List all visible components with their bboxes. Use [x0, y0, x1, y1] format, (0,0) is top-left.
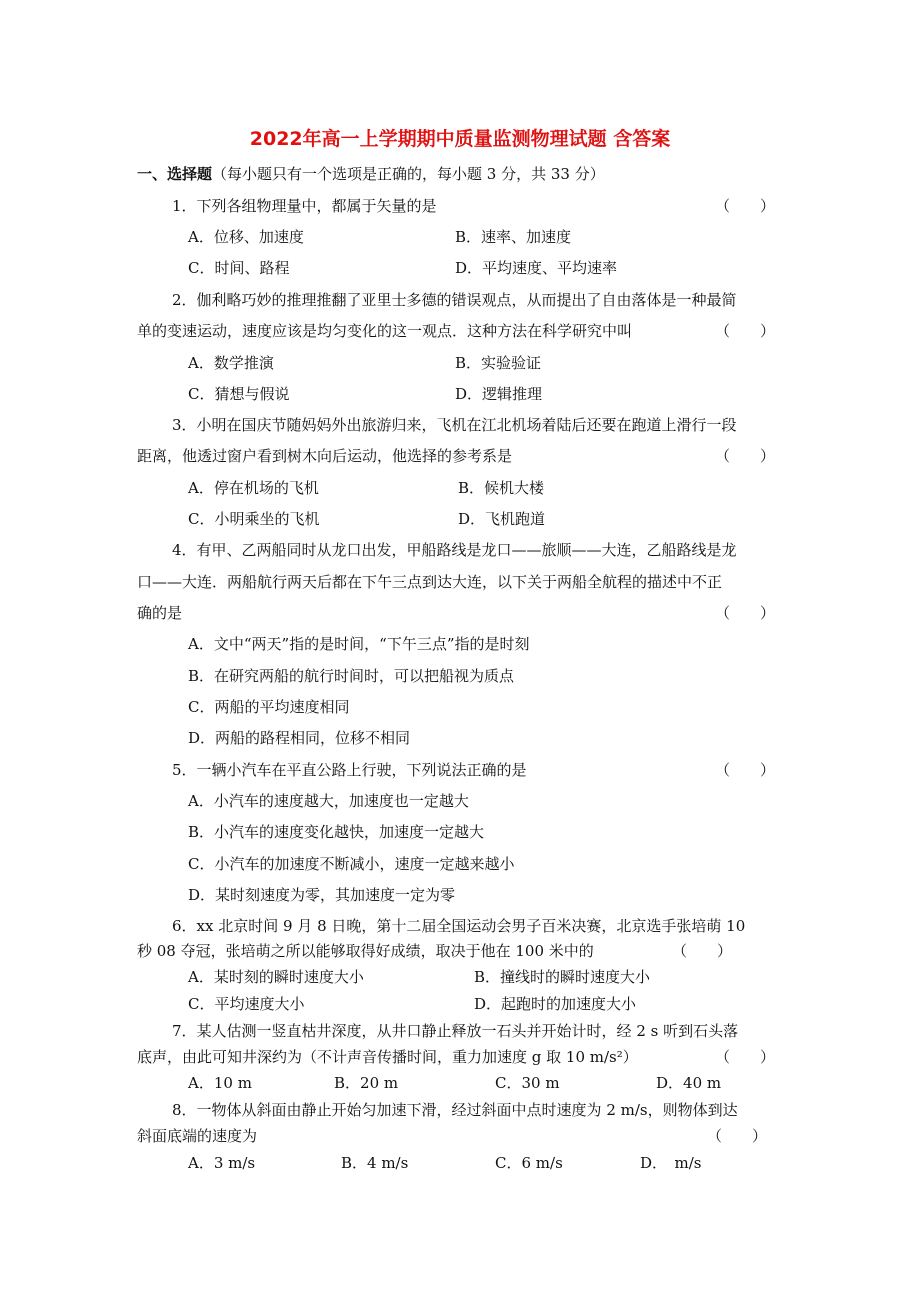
- q6-option-a: A．某时刻的瞬时速度大小: [188, 968, 364, 986]
- q7-option-c: C．30 m: [495, 1074, 560, 1092]
- answer-paren-8: （ ）: [707, 1127, 768, 1145]
- answer-paren-5: （ ）: [715, 761, 776, 779]
- question-6-stem-line-2: 秒 08 夺冠，张培萌之所以能够取得好成绩，取决于他在 100 米中的: [137, 942, 594, 960]
- q5-option-c: C．小汽车的加速度不断减小，速度一定越来越小: [188, 855, 515, 873]
- q7-option-a: A．10 m: [188, 1074, 252, 1092]
- q6-option-c: C．平均速度大小: [188, 995, 305, 1013]
- q3-option-d: D．飞机跑道: [458, 510, 546, 528]
- question-6-stem-line-1: 6．xx 北京时间 9 月 8 日晚，第十二届全国运动会男子百米决赛，北京选手张培萌 10: [172, 917, 746, 935]
- question-4-stem-line-3: 确的是: [137, 604, 183, 622]
- q2-option-a: A．数学推演: [188, 354, 274, 372]
- question-3-stem-line-1: 3．小明在国庆节随妈妈外出旅游归来，飞机在江北机场着陆后还要在跑道上滑行一段: [172, 416, 737, 434]
- answer-paren-1: （ ）: [715, 197, 776, 215]
- section-note: （每小题只有一个选项是正确的，每小题 3 分，共 33 分）: [212, 165, 605, 183]
- q6-option-b: B．撞线时的瞬时速度大小: [474, 968, 651, 986]
- q3-option-b: B．候机大楼: [458, 479, 545, 497]
- section-heading: [137, 163, 605, 185]
- question-8-stem-line-2: 斜面底端的速度为: [137, 1127, 258, 1145]
- q8-option-d: D． m/s: [640, 1154, 702, 1172]
- q1-option-a: A．位移、加速度: [188, 228, 304, 246]
- q5-option-b: B．小汽车的速度变化越快，加速度一定越大: [188, 823, 485, 841]
- question-5-stem: 5．一辆小汽车在平直公路上行驶，下列说法正确的是: [172, 761, 527, 779]
- question-2-stem-line-2: 单的变速运动，速度应该是均匀变化的这一观点．这种方法在科学研究中叫: [137, 322, 633, 340]
- section-title: 一、选择题: [137, 165, 213, 183]
- q2-option-c: C．猜想与假说: [188, 385, 290, 403]
- q4-option-d: D．两船的路程相同，位移不相同: [188, 729, 411, 747]
- answer-paren-6: （ ）: [672, 942, 733, 960]
- q7-option-b: B．20 m: [334, 1074, 399, 1092]
- question-1-stem: 1．下列各组物理量中，都属于矢量的是: [172, 197, 437, 215]
- q2-option-b: B．实验验证: [455, 354, 542, 372]
- q1-option-d: D．平均速度、平均速率: [455, 259, 618, 277]
- question-7-stem-line-1: 7．某人估测一竖直枯井深度，从井口静止释放一石头并开始计时，经 2 s 听到石头落: [172, 1022, 739, 1040]
- q8-option-c: C．6 m/s: [495, 1154, 563, 1172]
- question-3-stem-line-2: 距离，他透过窗户看到树木向后运动，他选择的参考系是: [137, 447, 513, 465]
- q6-option-d: D．起跑时的加速度大小: [474, 995, 637, 1013]
- question-7-stem-line-2: 底声，由此可知井深约为（不计声音传播时间，重力加速度 g 取 10 m/s²）: [137, 1048, 638, 1066]
- q8-option-a: A．3 m/s: [188, 1154, 256, 1172]
- page-title: 2022年高一上学期期中质量监测物理试题 含答案: [249, 128, 671, 150]
- answer-paren-7: （ ）: [715, 1048, 776, 1066]
- q3-option-c: C．小明乘坐的飞机: [188, 510, 320, 528]
- q7-option-d: D．40 m: [656, 1074, 722, 1092]
- question-4-stem-line-2: 口——大连．两船航行两天后都在下午三点到达大连，以下关于两船全航程的描述中不正: [137, 573, 723, 591]
- answer-paren-3: （ ）: [715, 447, 776, 465]
- answer-paren-2: （ ）: [715, 322, 776, 340]
- q3-option-a: A．停在机场的飞机: [188, 479, 319, 497]
- q8-option-b: B．4 m/s: [341, 1154, 409, 1172]
- question-8-stem-line-1: 8．一物体从斜面由静止开始匀加速下滑，经过斜面中点时速度为 2 m/s，则物体到达: [172, 1101, 738, 1119]
- q5-option-d: D．某时刻速度为零，其加速度一定为零: [188, 886, 456, 904]
- question-2-stem-line-1: 2．伽利略巧妙的推理推翻了亚里士多德的错误观点，从而提出了自由落体是一种最简: [172, 291, 737, 309]
- q1-option-c: C．时间、路程: [188, 259, 290, 277]
- answer-paren-4: （ ）: [715, 604, 776, 622]
- q1-option-b: B．速率、加速度: [455, 228, 572, 246]
- q4-option-c: C．两船的平均速度相同: [188, 698, 350, 716]
- q2-option-d: D．逻辑推理: [455, 385, 543, 403]
- question-4-stem-line-1: 4．有甲、乙两船同时从龙口出发，甲船路线是龙口——旅顺——大连，乙船路线是龙: [172, 541, 737, 559]
- q4-option-b: B．在研究两船的航行时间时，可以把船视为质点: [188, 667, 515, 685]
- q4-option-a: A．文中“两天”指的是时间，“下午三点”指的是时刻: [188, 635, 530, 653]
- q5-option-a: A．小汽车的速度越大，加速度也一定越大: [188, 792, 469, 810]
